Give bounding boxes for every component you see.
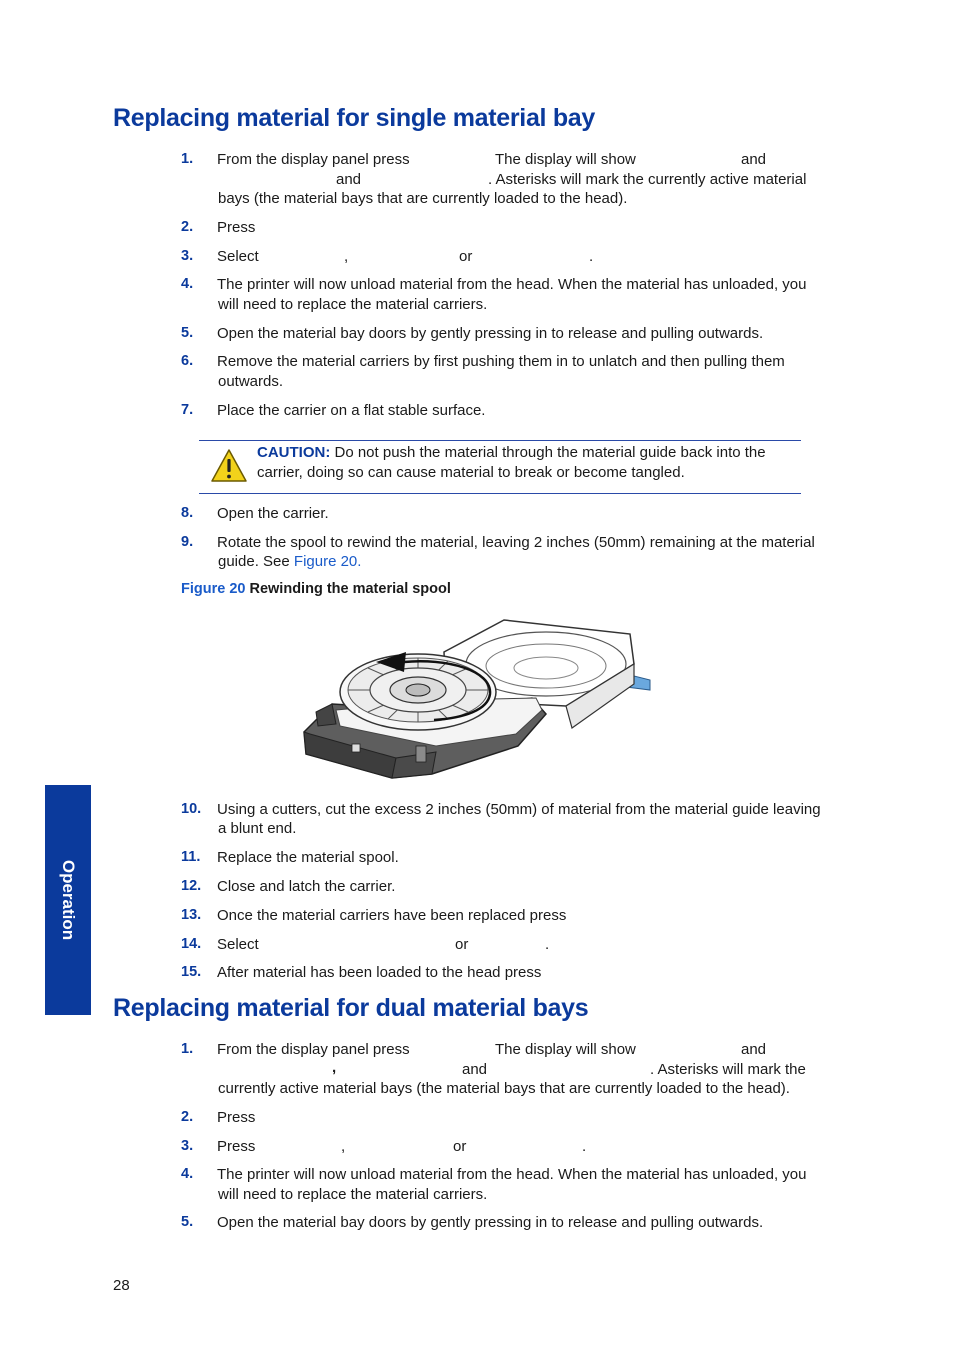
figure-20-link[interactable]: Figure 20. — [293, 553, 362, 570]
caution-text: CAUTION: Do not push the material through the material guide back into the carrier, doing so can cause material to break or become tangled. — [257, 444, 766, 481]
material-spool-illustration — [296, 614, 654, 786]
caution-box — [199, 440, 801, 494]
page-number: 28 — [113, 1277, 130, 1294]
section-title-single: Replacing material for single material bay — [113, 104, 596, 132]
figure-caption: Figure 20 Rewinding the material spool — [181, 581, 451, 597]
side-tab-operation[interactable] — [45, 785, 91, 1015]
caution-label: CAUTION: — [257, 444, 331, 461]
warning-icon — [209, 447, 249, 485]
section-title-dual: Replacing material for dual material bays — [113, 994, 589, 1022]
side-tab-label: Operation — [59, 859, 78, 941]
